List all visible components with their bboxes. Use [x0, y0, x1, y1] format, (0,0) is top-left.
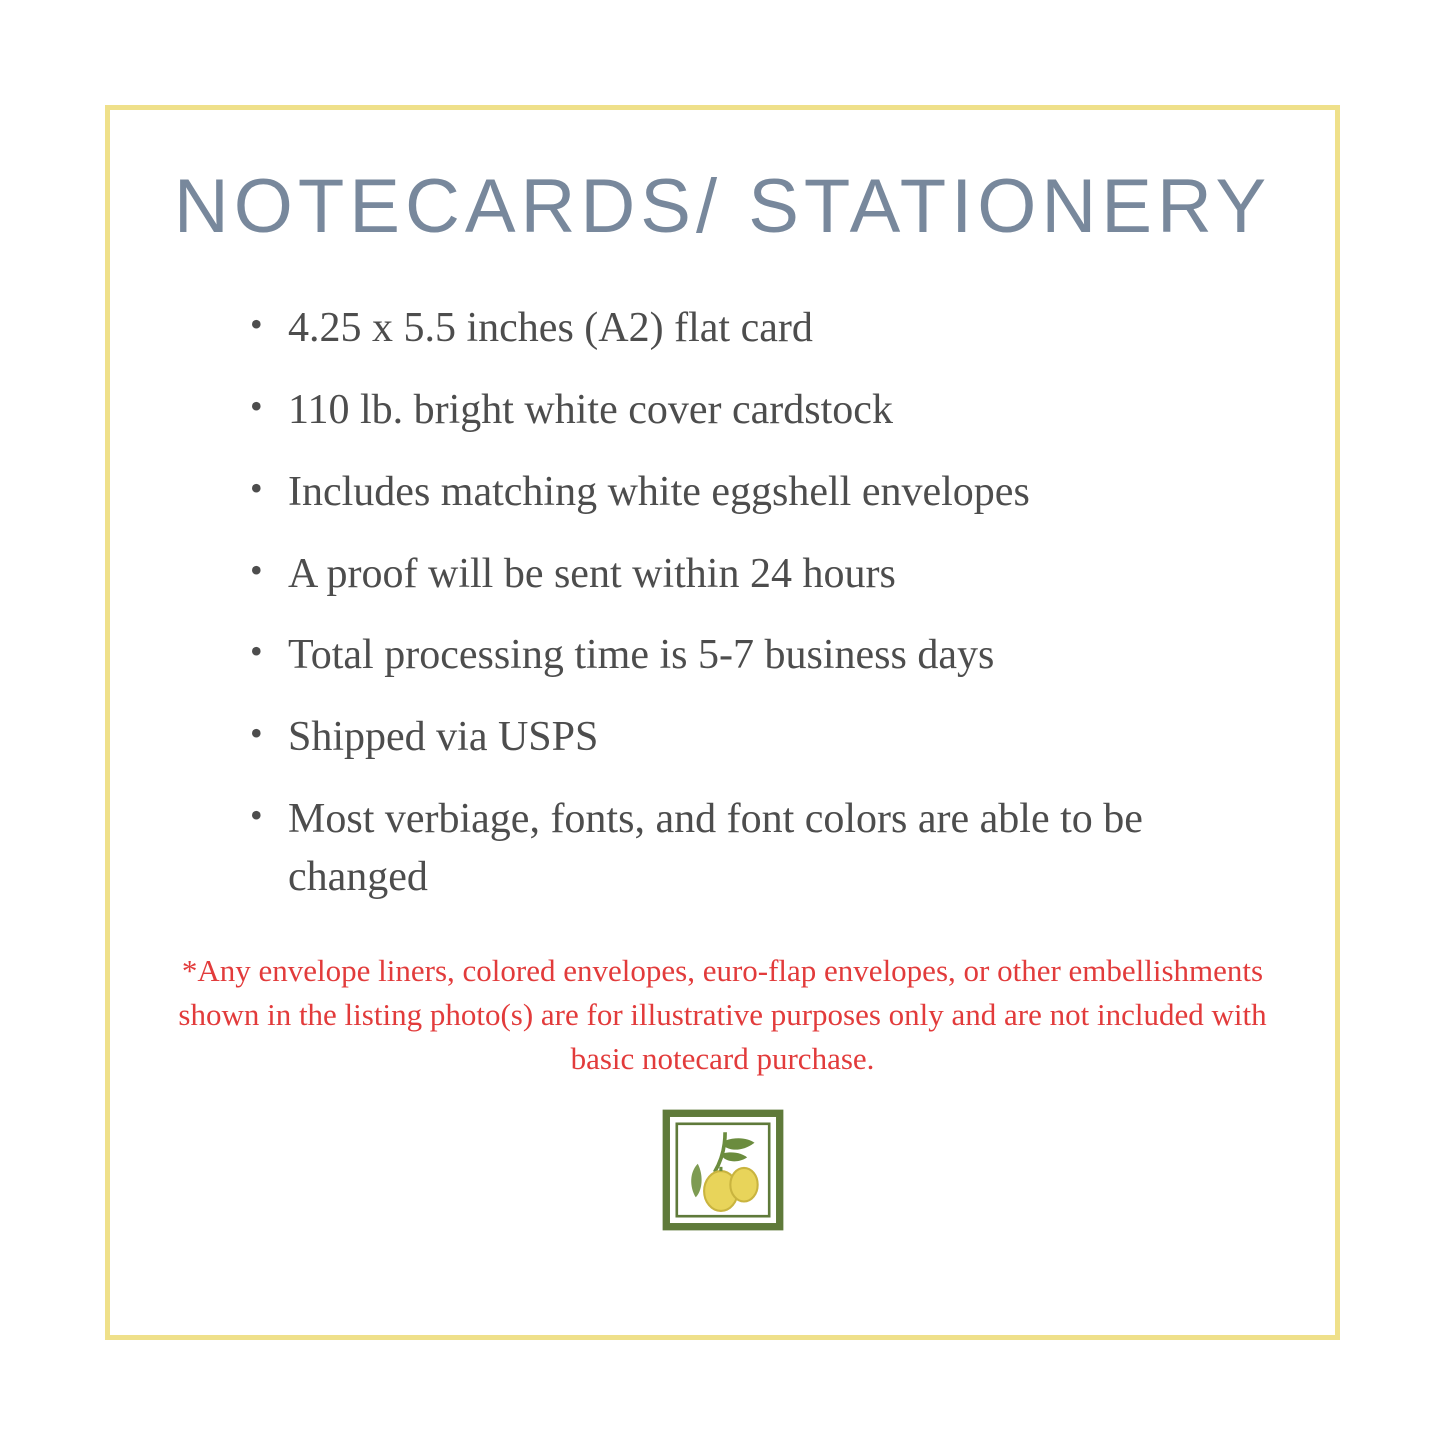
list-item: [250, 464, 1265, 522]
list-item: [250, 627, 1265, 685]
bullet-icon: •: [250, 467, 263, 508]
list-item-label: A proof will be sent within 24 hours: [288, 550, 896, 597]
list-item-label: 4.25 x 5.5 inches (A2) flat card: [288, 304, 813, 351]
list-item: [250, 709, 1265, 767]
bullet-icon: •: [250, 795, 263, 836]
lemon-branch-logo-icon: [660, 1107, 786, 1233]
disclaimer-text: *Any envelope liners, colored envelopes, euro-flap envelopes, or other embellishments shown in the listing photo(s) are for illustrative purposes only and are not included with basic notecard purchase.: [178, 953, 1267, 1077]
feature-list: [110, 300, 1335, 932]
list-item-label: Most verbiage, fonts, and font colors are able to be changed: [288, 796, 1143, 901]
list-item-label: Includes matching white eggshell envelopes: [288, 468, 1030, 515]
info-card: [105, 105, 1340, 1340]
list-item-label: Shipped via USPS: [288, 714, 599, 761]
list-item: [250, 546, 1265, 604]
bullet-icon: •: [250, 549, 263, 590]
bullet-icon: •: [250, 303, 263, 344]
list-item: [250, 382, 1265, 440]
page-title: NOTECARDS/ STATIONERY: [173, 164, 1272, 249]
logo-container: [660, 1107, 786, 1233]
bullet-icon: •: [250, 385, 263, 426]
list-item-label: Total processing time is 5-7 business days: [288, 632, 995, 679]
bullet-icon: •: [250, 713, 263, 754]
list-item-label: 110 lb. bright white cover cardstock: [288, 386, 893, 433]
list-item: [250, 791, 1265, 907]
list-item: [250, 300, 1265, 358]
bullet-icon: •: [250, 631, 263, 672]
